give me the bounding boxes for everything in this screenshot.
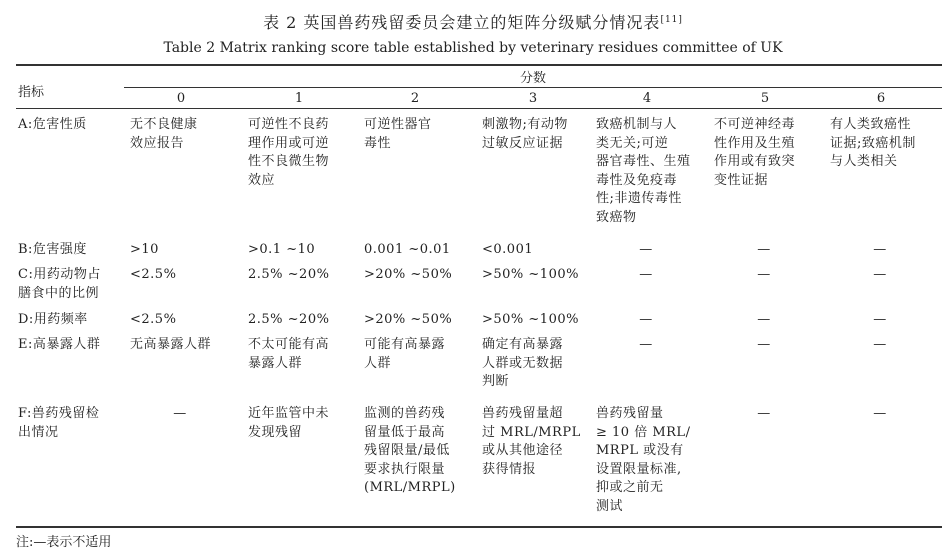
- score-cell-4: 兽药残留量 ≥ 10 倍 MRL/ MRPL 或没有 设置限量标准, 抑或之前无 测试: [596, 406, 691, 514]
- score-cell-3: >50% ~100%: [482, 312, 579, 327]
- score-cell-0: <2.5%: [130, 312, 177, 327]
- row-indicator: C:用药动物占 膳食中的比例: [18, 267, 101, 301]
- reference-mark: [11]: [660, 15, 683, 25]
- not-applicable-cell: —: [639, 337, 653, 352]
- table-title-en: Table 2 Matrix ranking score table established by veterinary residues committee of UK: [163, 40, 783, 56]
- score-header-5: 5: [760, 91, 770, 106]
- score-cell-2: 监测的兽药残 留量低于最高 残留限量/最低 要求执行限量 (MRL/MRPL): [364, 406, 456, 495]
- header-indicator: 指标: [18, 85, 45, 100]
- not-applicable-cell: —: [639, 267, 653, 282]
- row-indicator: F:兽药残留检 出情况: [18, 406, 100, 440]
- score-cell-1: 2.5% ~20%: [248, 267, 330, 282]
- score-cell-0: <2.5%: [130, 267, 177, 282]
- not-applicable-cell: —: [757, 337, 771, 352]
- not-applicable-cell: —: [757, 242, 771, 257]
- score-header-1: 1: [294, 91, 304, 106]
- not-applicable-cell: —: [757, 312, 771, 327]
- score-header-3: 3: [528, 91, 538, 106]
- score-cell-0: >10: [130, 242, 159, 257]
- score-cell-1: 2.5% ~20%: [248, 312, 330, 327]
- score-cell-0: 无高暴露人群: [130, 337, 212, 352]
- row-indicator: A:危害性质: [18, 117, 87, 132]
- header-bottom-rule: [16, 108, 942, 109]
- score-cell-2: 可逆性器官 毒性: [364, 117, 432, 151]
- score-cell-1: 不太可能有高 暴露人群: [248, 337, 330, 371]
- bottom-rule: [16, 526, 942, 528]
- score-cell-4: 致癌机制与人 类无关;可逆 器官毒性、生殖 毒性及免疫毒 性;非遗传毒性 致癌物: [596, 117, 691, 225]
- score-header-6: 6: [876, 91, 886, 106]
- score-cell-3: 刺激物;有动物 过敏反应证据: [482, 117, 568, 151]
- not-applicable-cell: —: [757, 406, 771, 421]
- score-cell-3: 确定有高暴露 人群或无数据 判断: [482, 337, 564, 389]
- not-applicable-cell: —: [757, 267, 771, 282]
- score-header-0: 0: [176, 91, 186, 106]
- score-cell-3: >50% ~100%: [482, 267, 579, 282]
- score-header-4: 4: [642, 91, 652, 106]
- score-cell-0: 无不良健康 效应报告: [130, 117, 198, 151]
- score-cell-2: 0.001 ~0.01: [364, 242, 451, 257]
- not-applicable-cell: —: [873, 312, 887, 327]
- score-cell-5: 不可逆神经毒 性作用及生殖 作用或有致突 变性证据: [714, 117, 796, 188]
- row-indicator: B:危害强度: [18, 242, 87, 257]
- score-cell-2: >20% ~50%: [364, 312, 453, 327]
- score-cell-3: 兽药残留量超 过 MRL/MRPL 或从其他途径 获得情报: [482, 406, 581, 477]
- header-group-rule: [124, 87, 942, 88]
- not-applicable-cell: —: [873, 406, 887, 421]
- score-cell-6: 有人类致癌性 证据;致癌机制 与人类相关: [830, 117, 916, 169]
- table-note: 注:—表示不适用: [16, 535, 112, 550]
- score-cell-2: >20% ~50%: [364, 267, 453, 282]
- not-applicable-cell: —: [639, 312, 653, 327]
- not-applicable-cell: —: [873, 337, 887, 352]
- score-cell-1: 可逆性不良药 理作用或可逆 性不良微生物 效应: [248, 117, 330, 188]
- not-applicable-cell: —: [639, 242, 653, 257]
- score-cell-1: 近年监管中未 发现残留: [248, 406, 330, 440]
- top-rule: [16, 64, 942, 66]
- not-applicable-cell: —: [173, 406, 187, 421]
- header-score-group: 分数: [519, 71, 546, 86]
- score-header-2: 2: [410, 91, 420, 106]
- table-title-cn: 表 2 英国兽药残留委员会建立的矩阵分级赋分情况表[11]: [263, 13, 683, 32]
- row-indicator: E:高暴露人群: [18, 337, 101, 352]
- row-indicator: D:用药频率: [18, 312, 88, 327]
- not-applicable-cell: —: [873, 242, 887, 257]
- score-cell-1: >0.1 ~10: [248, 242, 316, 257]
- not-applicable-cell: —: [873, 267, 887, 282]
- score-cell-2: 可能有高暴露 人群: [364, 337, 446, 371]
- score-cell-3: <0.001: [482, 242, 534, 257]
